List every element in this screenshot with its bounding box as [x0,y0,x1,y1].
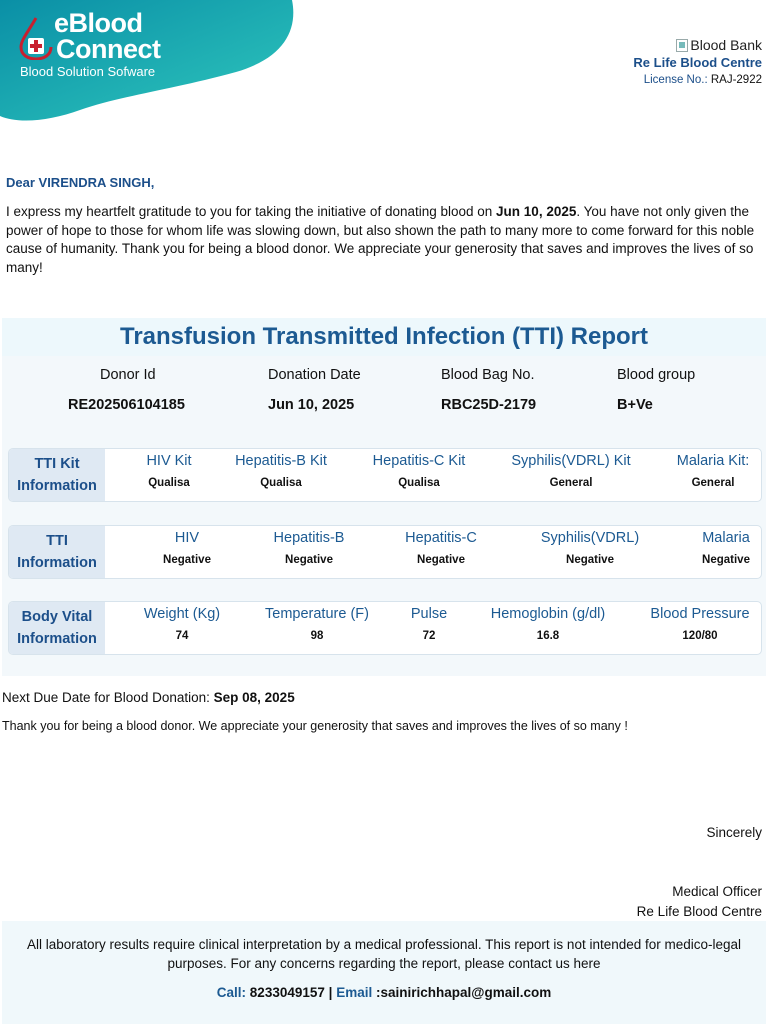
license-number [633,74,762,86]
panel-label-line1: Body Vital [21,609,93,625]
vital-value: 72 [422,630,436,642]
tti-kit-panel [8,448,762,502]
vital-value: 120/80 [682,630,718,642]
vital-blood-pressure [643,606,757,642]
kit-header: Hepatitis-B Kit [235,453,327,469]
sign-off: Sincerely [706,825,762,840]
letter-text-after: . You have not only given the power of hope to those for whom life was slowing down, but also shown the path to many more to come forward for this noble cause of humanity. Thank you for being a blood donor. We appreciate your generosity that saves and improves the lives of so many! [6,204,755,275]
vital-value: 16.8 [536,630,560,642]
blood-bank-name: Re Life Blood Centre [633,55,762,70]
kit-hepatitis-c [369,453,469,489]
tti-hepatitis-b [259,530,359,566]
brand-name-line2: Connect [56,34,161,64]
body-vital-panel [8,601,762,655]
letter-text-before: I express my heartfelt gratitude to you for taking the initiative of donating blood on [6,204,497,219]
panel-label-line2: Information [17,555,97,571]
vital-header: Weight (Kg) [143,606,221,622]
brand-tagline: Blood Solution Sofware [20,64,156,79]
tti-result: Negative [702,554,750,566]
meta-key: Donor Id [100,367,156,383]
kit-syphilis [507,453,635,489]
brand-name-line1: eBlood [54,8,143,38]
tti-hiv [155,530,219,566]
tti-header: Hepatitis-C [405,530,477,546]
footer [2,921,766,1024]
contact-line [2,985,766,1000]
vital-header: Hemoglobin (g/dl) [490,606,606,622]
vital-pulse [405,606,453,642]
brand-name [54,10,161,62]
report-title: Transfusion Transmitted Infection (TTI) Report [119,323,649,350]
vital-header: Blood Pressure [650,606,750,622]
panel-label-line2: Information [17,478,97,494]
tti-result: Negative [566,554,614,566]
tti-malaria [691,530,761,566]
meta-donation-date [268,367,361,413]
kit-value: Qualisa [148,477,190,489]
kit-header: Syphilis(VDRL) Kit [511,453,631,469]
kit-header: Malaria Kit: [676,453,750,469]
vital-temperature [259,606,375,642]
disclaimer: All laboratory results require clinical interpretation by a medical professional. This report is not intended for medico-legal purposes. For any concerns regarding the report, please contact us here [26,937,742,971]
license-value: RAJ-2922 [710,74,762,86]
next-due-label: Next Due Date for Blood Donation: [2,690,210,705]
vital-value: 98 [310,630,324,642]
call-label: Call: [216,985,247,1000]
tti-info-panel [8,525,762,579]
kit-malaria [673,453,753,489]
blood-bank-image [633,37,762,53]
contact-separator: | [328,985,333,1000]
meta-value: RE202506104185 [68,397,185,413]
kit-hepatitis-b [231,453,331,489]
signatory [637,882,762,922]
blood-bank-image-alt: Blood Bank [690,37,762,53]
tti-kit-label [9,449,105,501]
kit-value: Qualisa [398,477,440,489]
next-due-date [2,690,295,705]
body-vital-label [9,602,105,654]
panel-label-line2: Information [17,631,97,647]
report-header [2,318,766,356]
letter-donation-date: Jun 10, 2025 [496,204,577,219]
signatory-title: Medical Officer [672,884,762,899]
meta-key: Blood group [617,367,696,383]
meta-value: RBC25D-2179 [441,397,537,413]
tti-header: HIV [174,530,200,546]
vital-hemoglobin [483,606,613,642]
panel-label-line1: TTI [46,533,68,549]
tti-result: Negative [417,554,465,566]
meta-value: Jun 10, 2025 [268,397,355,413]
tti-header: Syphilis(VDRL) [540,530,640,546]
tti-header: Malaria [702,530,750,546]
meta-donor-id [68,367,185,413]
gratitude-letter [6,203,758,277]
tti-info-label [9,526,105,578]
kit-hiv [137,453,201,489]
vital-weight [137,606,227,642]
donation-meta [2,367,766,427]
kit-header: Hepatitis-C Kit [372,453,466,469]
kit-value: General [691,477,735,489]
meta-value: B+Ve [617,397,653,413]
blood-drop-cross-icon [18,16,54,60]
license-label: License No.: [643,74,708,86]
vital-header: Temperature (F) [265,606,369,622]
signatory-org: Re Life Blood Centre [636,904,762,919]
tti-report [2,318,766,676]
meta-key: Blood Bag No. [441,367,535,383]
blood-bank-info [633,37,762,86]
meta-key: Donation Date [268,367,361,383]
kit-value: General [549,477,593,489]
greeting: Dear VIRENDRA SINGH, [6,175,155,190]
email-address[interactable]: :sainirichhapal@gmail.com [376,985,552,1000]
next-due-value: Sep 08, 2025 [213,690,295,705]
vital-header: Pulse [410,606,448,622]
tti-result: Negative [285,554,333,566]
tti-syphilis [525,530,655,566]
phone-number[interactable]: 8233049157 [249,985,325,1000]
thank-you-note: Thank you for being a blood donor. We appreciate your generosity that saves and improves the lives of so many ! [2,719,628,733]
kit-header: HIV Kit [146,453,192,469]
email-label: Email [336,985,373,1000]
vital-value: 74 [175,630,189,642]
tti-result: Negative [163,554,211,566]
meta-blood-bag [441,367,536,413]
panel-label-line1: TTI Kit [34,456,80,472]
kit-value: Qualisa [260,477,302,489]
tti-hepatitis-c [391,530,491,566]
tti-header: Hepatitis-B [273,530,345,546]
broken-image-icon [676,39,688,52]
meta-blood-group [617,367,695,413]
